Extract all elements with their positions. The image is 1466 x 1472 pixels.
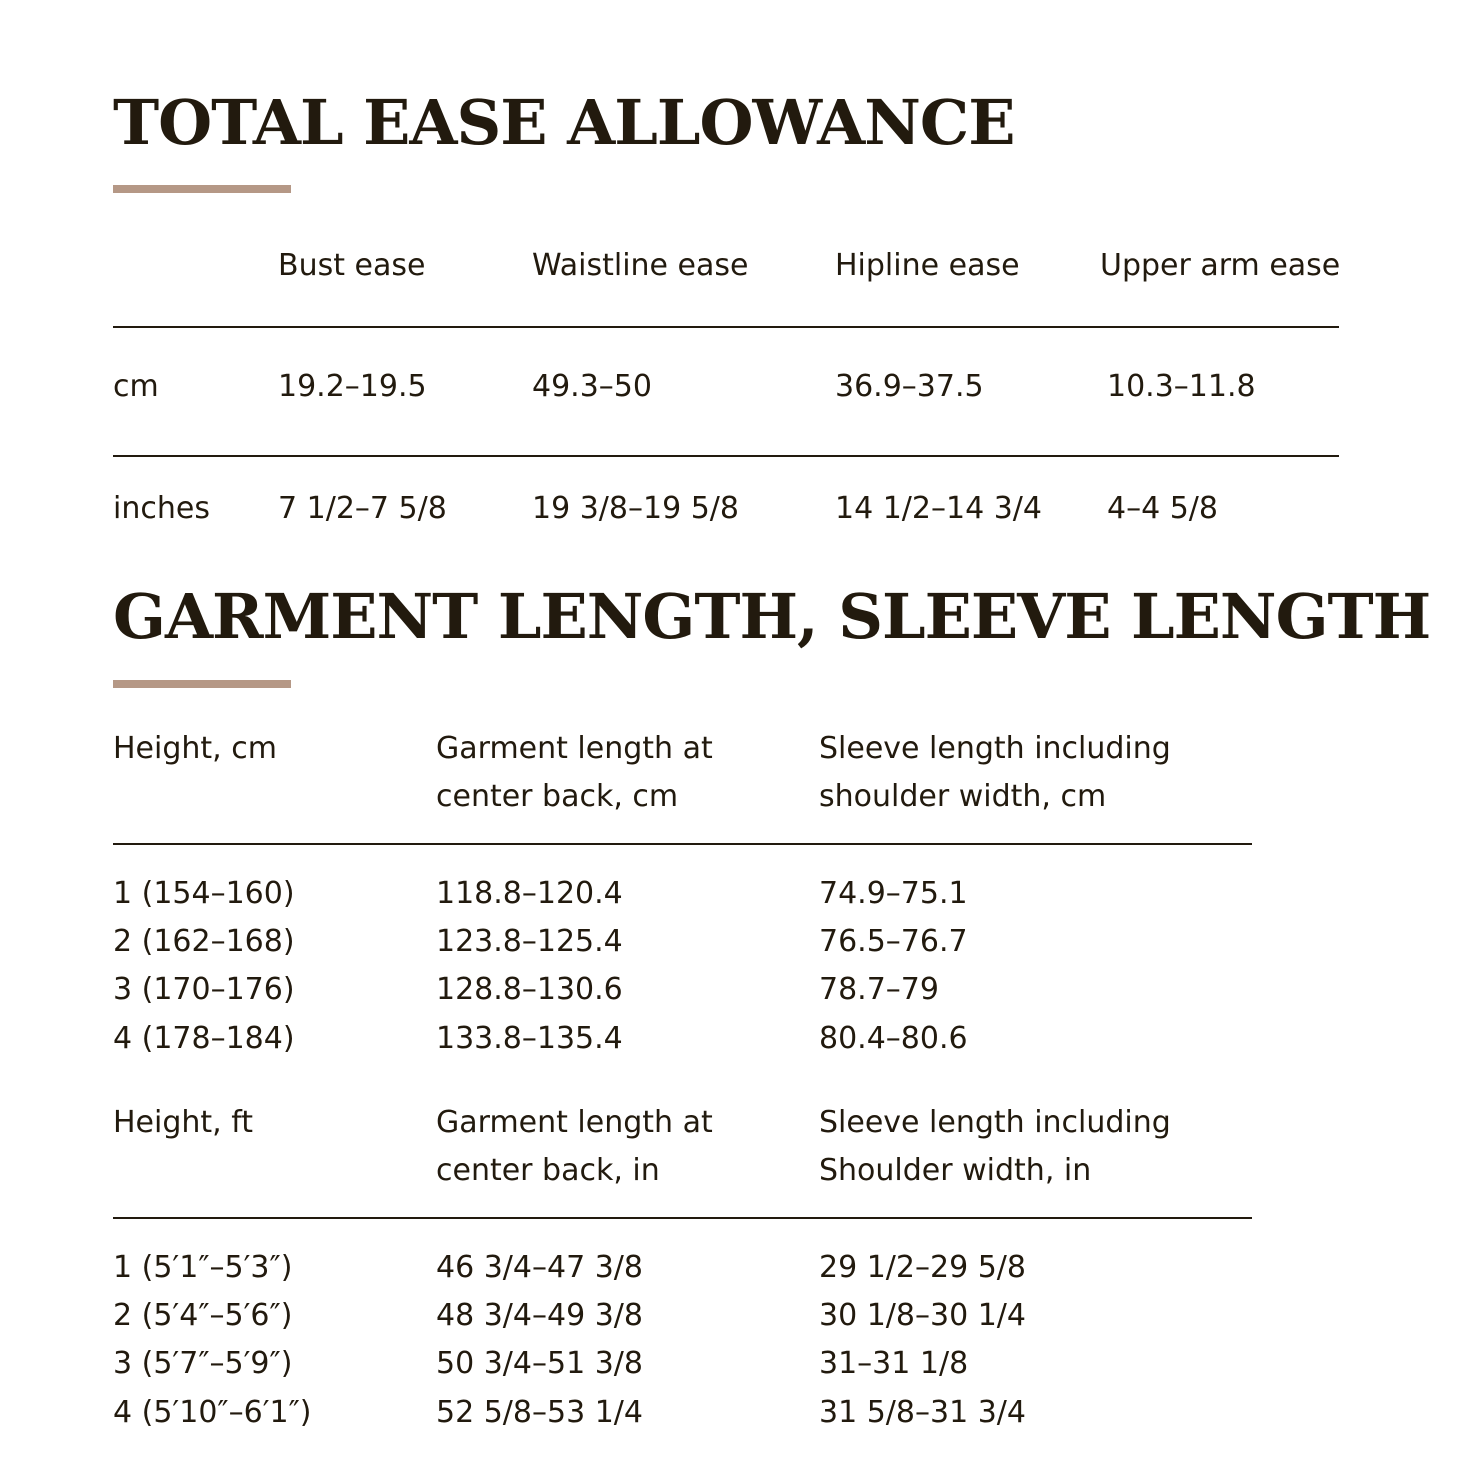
imperial-row-1-garment: 46 3/4–47 3/8	[436, 1250, 643, 1285]
lengths-title: GARMENT LENGTH, SLEEVE LENGTH	[113, 580, 1431, 653]
ease-header-bust: Bust ease	[278, 248, 426, 283]
imperial-header-sleeve-length: Sleeve length including Shoulder width, in	[819, 1105, 1171, 1188]
ease-row-cm-bust: 19.2–19.5	[278, 369, 427, 404]
lengths-title-accent-bar	[113, 680, 291, 688]
ease-header-hipline: Hipline ease	[835, 248, 1020, 283]
ease-title-accent-bar	[113, 185, 291, 193]
imperial-row-4-garment: 52 5/8–53 1/4	[436, 1395, 643, 1430]
metric-row-1-sleeve: 74.9–75.1	[819, 876, 968, 911]
imperial-row-1-height: 1 (5′1″–5′3″)	[113, 1250, 293, 1285]
imperial-header-garment-length: Garment length at center back, in	[436, 1105, 713, 1188]
imperial-row-3-height: 3 (5′7″–5′9″)	[113, 1346, 293, 1381]
ease-row-inches-hipline: 14 1/2–14 3/4	[835, 491, 1042, 526]
ease-row-inches-unit: inches	[113, 491, 210, 526]
ease-row-cm-unit: cm	[113, 369, 159, 404]
imperial-row-3-sleeve: 31–31 1/8	[819, 1346, 969, 1381]
metric-row-2-height: 2 (162–168)	[113, 924, 295, 959]
metric-row-4-sleeve: 80.4–80.6	[819, 1021, 968, 1056]
metric-row-3-garment: 128.8–130.6	[436, 972, 623, 1007]
ease-row-inches-bust: 7 1/2–7 5/8	[278, 491, 447, 526]
imperial-row-1-sleeve: 29 1/2–29 5/8	[819, 1250, 1026, 1285]
metric-row-3-sleeve: 78.7–79	[819, 972, 939, 1007]
ease-row-inches-waistline: 19 3/8–19 5/8	[532, 491, 739, 526]
ease-header-divider	[113, 326, 1339, 328]
imperial-header-height: Height, ft	[113, 1105, 254, 1140]
ease-title: TOTAL EASE ALLOWANCE	[113, 86, 1015, 159]
ease-header-waistline: Waistline ease	[532, 248, 749, 283]
metric-header-height: Height, cm	[113, 731, 277, 766]
imperial-header-divider	[113, 1217, 1252, 1219]
ease-row-divider	[113, 455, 1339, 457]
metric-header-garment-length: Garment length at center back, cm	[436, 731, 713, 814]
metric-header-divider	[113, 843, 1252, 845]
metric-row-2-sleeve: 76.5–76.7	[819, 924, 968, 959]
metric-header-sleeve-length: Sleeve length including shoulder width, cm	[819, 731, 1171, 814]
metric-row-3-height: 3 (170–176)	[113, 972, 295, 1007]
imperial-row-2-garment: 48 3/4–49 3/8	[436, 1298, 643, 1333]
ease-row-cm-hipline: 36.9–37.5	[835, 369, 984, 404]
metric-row-2-garment: 123.8–125.4	[436, 924, 623, 959]
metric-row-1-garment: 118.8–120.4	[436, 876, 623, 911]
ease-row-inches-upper-arm: 4–4 5/8	[1107, 491, 1218, 526]
ease-row-cm-waistline: 49.3–50	[532, 369, 652, 404]
metric-row-4-garment: 133.8–135.4	[436, 1021, 623, 1056]
imperial-row-3-garment: 50 3/4–51 3/8	[436, 1346, 643, 1381]
metric-row-1-height: 1 (154–160)	[113, 876, 295, 911]
ease-row-cm-upper-arm: 10.3–11.8	[1107, 369, 1256, 404]
ease-header-upper-arm: Upper arm ease	[1100, 248, 1341, 283]
imperial-row-2-height: 2 (5′4″–5′6″)	[113, 1298, 293, 1333]
metric-row-4-height: 4 (178–184)	[113, 1021, 295, 1056]
imperial-row-4-sleeve: 31 5/8–31 3/4	[819, 1395, 1026, 1430]
imperial-row-2-sleeve: 30 1/8–30 1/4	[819, 1298, 1026, 1333]
imperial-row-4-height: 4 (5′10″–6′1″)	[113, 1395, 312, 1430]
